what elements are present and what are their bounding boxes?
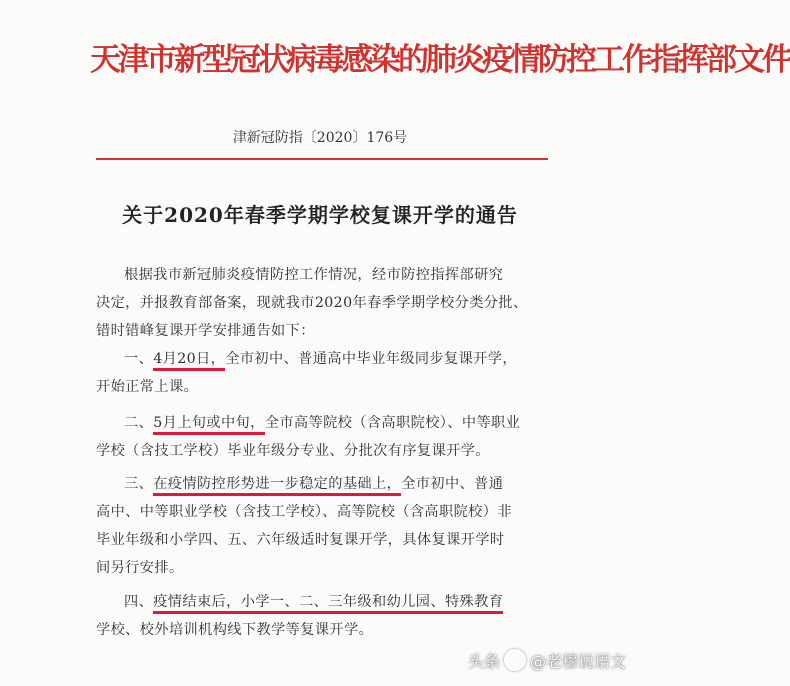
highlighted-condition: 疫情结束后，小学一、二、三年级和幼儿园、特殊教育 xyxy=(153,594,503,614)
item-4 xyxy=(96,588,586,644)
item-text: 学校（含技工学校）毕业年级分专业、分批次有序复课开学。 xyxy=(96,443,490,459)
watermark-logo-icon xyxy=(504,649,526,671)
intro-line: 错时错峰复课开学安排通告如下： xyxy=(96,323,315,339)
item-text: 间另行安排。 xyxy=(96,560,184,576)
item-text: 全市初中、普通高中毕业年级同步复课开学， xyxy=(225,351,517,367)
item-prefix: 一、 xyxy=(124,351,154,367)
document-number: 津新冠防指〔2020〕176号 xyxy=(232,130,408,146)
highlighted-condition: 在疫情防控形势进一步稳定的基础上， xyxy=(153,476,401,496)
item-prefix: 三、 xyxy=(124,476,154,492)
item-2 xyxy=(96,409,586,465)
item-1 xyxy=(96,345,586,401)
item-text: 全市高等院校（含高职院校）、中等职业 xyxy=(264,415,521,431)
highlighted-date: 5月上旬或中旬， xyxy=(153,415,265,435)
red-divider xyxy=(96,158,548,160)
intro-paragraph xyxy=(96,261,586,345)
watermark-account: @老穆说语文 xyxy=(529,652,626,671)
item-text: 高中、中等职业学校（含技工学校）、高等院校（含高职院校）非 xyxy=(96,504,512,520)
item-text: 全市初中、普通 xyxy=(401,476,504,492)
item-prefix: 四、 xyxy=(124,594,154,610)
item-prefix: 二、 xyxy=(124,415,154,431)
watermark xyxy=(468,649,626,672)
item-text: 学校、校外培训机构线下教学等复课开学。 xyxy=(96,622,374,638)
notice-title: 关于2020年春季学期学校复课开学的通告 xyxy=(122,203,518,227)
watermark-platform: 头条 xyxy=(467,652,500,671)
issuer-header: 天津市新型冠状病毒感染的肺炎疫情防控工作指挥部文件 xyxy=(90,42,790,78)
highlighted-date: 4月20日， xyxy=(153,351,225,371)
intro-line: 根据我市新冠肺炎疫情防控工作情况，经市防控指挥部研究 xyxy=(124,267,504,283)
intro-line: 决定，并报教育部备案，现就我市2020年春季学期学校分类分批、 xyxy=(96,295,528,311)
item-3 xyxy=(96,470,586,582)
item-text: 开始正常上课。 xyxy=(96,379,199,395)
item-text: 毕业年级和小学四、五、六年级适时复课开学，具体复课开学时 xyxy=(96,532,505,548)
